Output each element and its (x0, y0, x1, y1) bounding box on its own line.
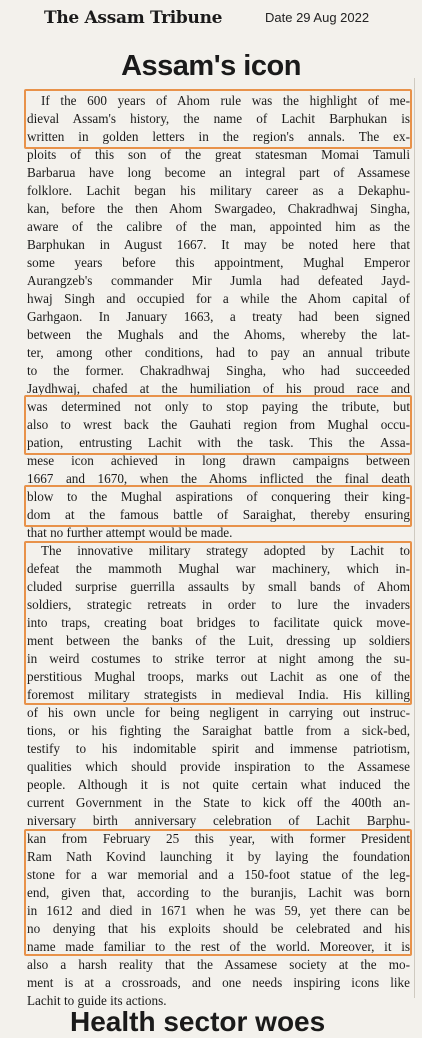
article-line: also to wrest back the Gauhati region from Mughal occu- (27, 417, 410, 432)
article-line: mese icon achieved in long drawn campaigns between (27, 453, 410, 468)
date-label: Date 29 Aug 2022 (265, 10, 370, 25)
article-line: end, given that, according to the buranjis, Lachit was born (27, 885, 410, 900)
article-line: current Government in the State to kick off the 400th an- (27, 795, 410, 810)
highlight-box (24, 89, 412, 149)
article-line: Ram Nath Kovind launching it by laying the foundation (27, 849, 410, 864)
article-line: of his own uncle for being negligent in carrying out instruc- (27, 705, 410, 720)
article-line: ment is at a crossroads, and one needs inspiring icons like (27, 975, 410, 990)
highlight-box (24, 541, 412, 705)
article-line: cluded surprise guerrilla assaults by small bands of Ahom (27, 579, 410, 594)
article-line: hwaj Singh and occupied for a while the Ahom capital of (27, 291, 410, 306)
article-line: some years before this appointment, Mughal Emperor (27, 255, 410, 270)
article-line: also a harsh reality that the Assamese society at the mo- (27, 957, 410, 972)
article-line: people. Although it is not quite certain what induced the (27, 777, 410, 792)
article-line: ter, among other conditions, had to pay an annual tribute (27, 345, 410, 360)
article-headline: Assam's icon (121, 50, 301, 82)
column-divider (414, 78, 415, 998)
article-line: The innovative military strategy adopted by Lachit to (41, 543, 410, 558)
newspaper-masthead: The Assam Tribune (44, 8, 223, 28)
article-line: Lachit to guide its actions. (27, 993, 167, 1008)
article-line: in 1612 and died in 1671 when he was 59, yet there can be (27, 903, 410, 918)
article-line: If the 600 years of Ahom rule was the highlight of me- (41, 93, 410, 108)
article-line: pation, entrusting Lachit with the task. This the Assa- (27, 435, 410, 450)
article-line: into traps, creating boat bridges to facilitate quick move- (27, 615, 410, 630)
article-line: testify to his indomitable spirit and immense patriotism, (27, 741, 410, 756)
article-line: blow to the Mughal aspirations of conquering their king- (27, 489, 410, 504)
article-line: Jaydhwaj, chafed at the humiliation of his proud race and (27, 381, 410, 396)
article-line: kan from February 25 this year, with former President (27, 831, 410, 846)
article-line: Garhgaon. In January 1663, a treaty had been signed (27, 309, 410, 324)
article-line: no denying that his exploits should be celebrated and his (27, 921, 410, 936)
next-article-headline: Health sector woes (70, 1006, 326, 1037)
article-line: was determined not only to stop paying the tribute, but (27, 399, 410, 414)
article-line: defeat the mammoth Mughal war machinery, which in- (27, 561, 410, 576)
article-line: to the former. Chakradhwaj Singha, who had succeeded (27, 363, 410, 378)
article-line: folklore. Lachit began his military career as a Dekaphu- (27, 183, 410, 198)
article-line: name made familiar to the rest of the world. Moreover, it is (27, 939, 410, 954)
article-line: perstitious Mughal troops, marks out Lachit as one of the (27, 669, 410, 684)
article-line: qualities which should provide inspiration to the Assamese (27, 759, 410, 774)
article-line: tions, or his fighting the Saraighat battle from a sick-bed, (27, 723, 410, 738)
article-line: in weird costumes to strike terror at night among the su- (27, 651, 410, 666)
article-line: dom at the famous battle of Saraighat, thereby ensuring (27, 507, 410, 522)
article-line: Aurangzeb's commander Mir Jumla had defeated Jayd- (27, 273, 410, 288)
article-line: that no further attempt would be made. (27, 525, 233, 540)
article-line: niversary birth anniversary celebration of Lachit Barphu- (27, 813, 410, 828)
article-line: foremost military strategists in medieval India. His killing (27, 687, 410, 702)
article-line: dieval Assam's history, the name of Lachit Barphukan is (27, 111, 410, 126)
article-line: 1667 and 1670, when the Ahoms inflicted the final death (27, 471, 410, 486)
highlight-box (24, 829, 412, 956)
article-line: aware of the calibre of the man, appointed him as the (27, 219, 410, 234)
article-line: Barbarua have long become an integral part of Assamese (27, 165, 410, 180)
article-line: soldiers, strategic retreats in order to lure the invaders (27, 597, 410, 612)
article-line: written in golden letters in the region's annals. The ex- (27, 129, 410, 144)
article-line: Barphukan in August 1667. It may be noted here that (27, 237, 410, 252)
article-line: stone for a war memorial and a 150-foot statue of the leg- (27, 867, 410, 882)
highlight-box (24, 395, 412, 455)
article-line: kan, before the then Ahom Swargadeo, Chakradhwaj Singha, (27, 201, 410, 216)
highlight-box (24, 485, 412, 527)
article-line: between the Mughals and the Ahoms, whereby the lat- (27, 327, 410, 342)
article-line: ploits of this son of the great statesman Momai Tamuli (27, 147, 410, 162)
article-line: ment between the banks of the Luit, dressing up soldiers (27, 633, 410, 648)
